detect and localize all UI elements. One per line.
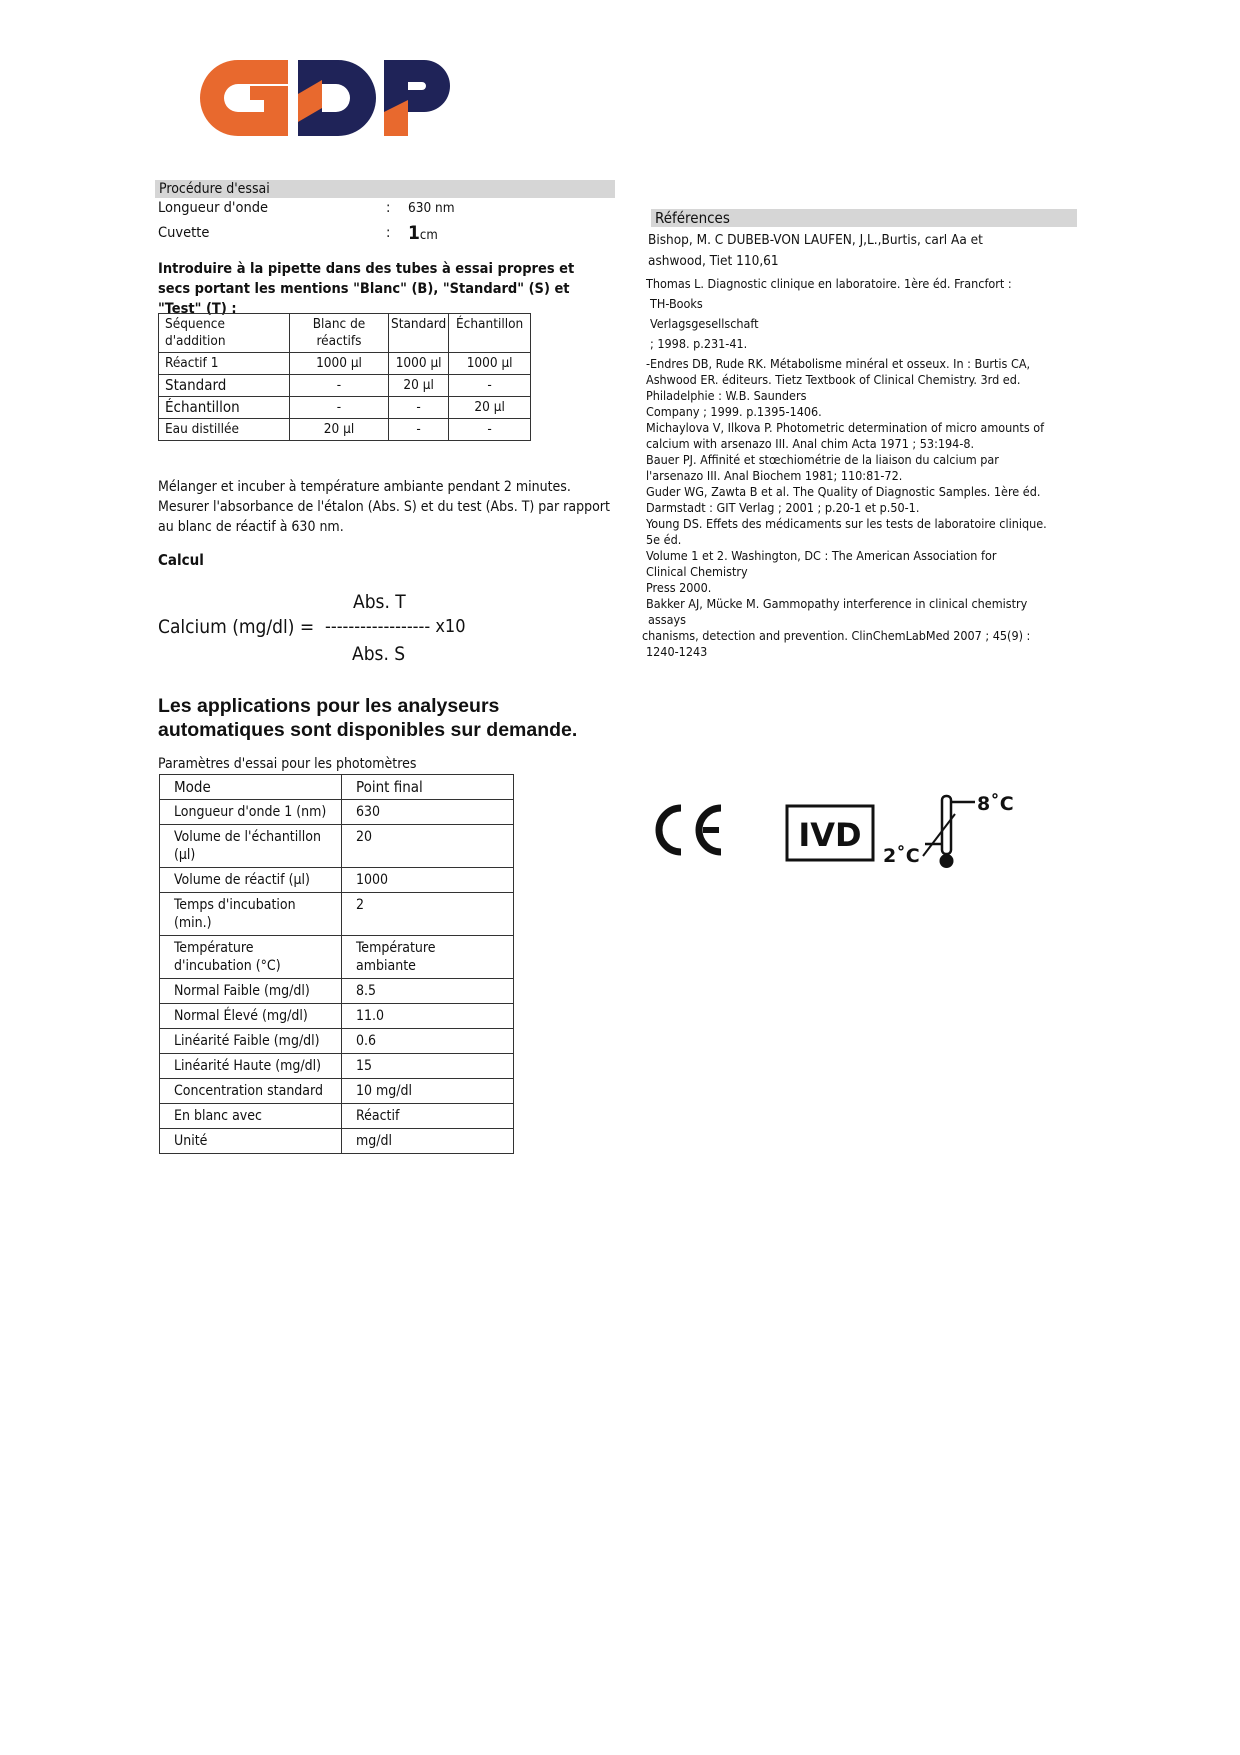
table-cell: 20 µl bbox=[389, 375, 449, 397]
table-row bbox=[160, 1054, 514, 1079]
ivd-label: IVD bbox=[798, 816, 862, 854]
table-row bbox=[160, 893, 514, 936]
table-header-cell: Blanc de réactifs bbox=[290, 314, 389, 353]
table-cell: 20 µl bbox=[449, 397, 531, 419]
cuvette-row bbox=[158, 224, 598, 246]
formula-fraction-bar: ------------------ x10 bbox=[325, 616, 466, 637]
regulatory-symbols bbox=[655, 792, 1065, 902]
table-row bbox=[160, 1079, 514, 1104]
reference-line: assays bbox=[648, 612, 687, 627]
temp-low-label: 2˚C bbox=[883, 845, 920, 867]
reference-line: Bauer PJ. Affinité et stœchiométrie de la liaison du calcium par bbox=[646, 452, 999, 467]
param-value-cell: 1000 bbox=[342, 868, 514, 893]
reference-line: Verlagsgesellschaft bbox=[650, 316, 759, 331]
reference-line: calcium with arsenazo III. Anal chim Acta 1971 ; 53:194-8. bbox=[646, 436, 975, 451]
table-cell: - bbox=[290, 375, 389, 397]
formula-numerator: Abs. T bbox=[353, 591, 406, 613]
param-name-cell: Normal Faible (mg/dl) bbox=[160, 979, 342, 1004]
addition-sequence-table bbox=[158, 313, 531, 441]
formula-denominator: Abs. S bbox=[352, 643, 406, 665]
formula-lhs: Calcium (mg/dl) = bbox=[158, 616, 315, 638]
params-title: Paramètres d'essai pour les photomètres bbox=[158, 756, 417, 772]
table-row bbox=[159, 419, 531, 441]
param-name-cell: Température d'incubation (°C) bbox=[160, 936, 342, 979]
cuvette-number: 1 bbox=[408, 222, 420, 244]
cuvette-unit: cm bbox=[419, 228, 438, 243]
param-name-cell: Temps d'incubation (min.) bbox=[160, 893, 342, 936]
wavelength-value: 630 nm bbox=[408, 200, 455, 216]
references-header: Références bbox=[651, 209, 1077, 227]
param-value-cell: Réactif bbox=[342, 1104, 514, 1129]
table-cell: - bbox=[449, 419, 531, 441]
param-name-cell: Linéarité Haute (mg/dl) bbox=[160, 1054, 342, 1079]
table-row bbox=[160, 868, 514, 893]
table-row bbox=[160, 800, 514, 825]
table-row bbox=[160, 825, 514, 868]
param-value-cell: Température ambiante bbox=[342, 936, 514, 979]
reference-line: TH-Books bbox=[650, 296, 703, 311]
reference-line: Darmstadt : GIT Verlag ; 2001 ; p.20-1 et p.50-1. bbox=[646, 500, 920, 515]
table-cell: 1000 µl bbox=[290, 353, 389, 375]
table-cell: - bbox=[389, 397, 449, 419]
table-row bbox=[159, 353, 531, 375]
photometer-params-table bbox=[159, 774, 514, 1154]
procedure-header: Procédure d'essai bbox=[155, 180, 615, 198]
reference-line: l'arsenazo III. Anal Biochem 1981; 110:81-72. bbox=[646, 468, 903, 483]
reference-line: chanisms, detection and prevention. ClinChemLabMed 2007 ; 45(9) : bbox=[642, 628, 1031, 643]
param-value-cell: 0.6 bbox=[342, 1029, 514, 1054]
param-name-cell: Normal Élevé (mg/dl) bbox=[160, 1004, 342, 1029]
param-name-cell: En blanc avec bbox=[160, 1104, 342, 1129]
reference-line: Bishop, M. C DUBEB-VON LAUFEN, J,L.,Burtis, carl Aa et bbox=[648, 232, 983, 248]
table-row bbox=[160, 775, 514, 800]
table-row bbox=[160, 1029, 514, 1054]
table-cell: - bbox=[449, 375, 531, 397]
table-header-cell: Échantillon bbox=[449, 314, 531, 353]
table-cell: 1000 µl bbox=[449, 353, 531, 375]
temperature-limit-icon bbox=[883, 792, 1014, 868]
reference-line: ashwood, Tiet 110,61 bbox=[648, 253, 779, 269]
param-name-cell: Volume de réactif (µl) bbox=[160, 868, 342, 893]
param-name-cell: Longueur d'onde 1 (nm) bbox=[160, 800, 342, 825]
param-name-cell: Linéarité Faible (mg/dl) bbox=[160, 1029, 342, 1054]
table-row bbox=[159, 375, 531, 397]
reference-line: Bakker AJ, Mücke M. Gammopathy interference in clinical chemistry bbox=[646, 596, 1028, 611]
table-row bbox=[159, 397, 531, 419]
reference-line: Company ; 1999. p.1395-1406. bbox=[646, 404, 822, 419]
table-header-cell: Standard bbox=[389, 314, 449, 353]
param-value-cell: Point final bbox=[342, 775, 514, 800]
cuvette-value bbox=[408, 224, 438, 245]
param-name-cell: Unité bbox=[160, 1129, 342, 1154]
table-cell: Échantillon bbox=[159, 397, 290, 419]
table-cell: - bbox=[290, 397, 389, 419]
reference-line: Young DS. Effets des médicaments sur les tests de laboratoire clinique. bbox=[646, 516, 1047, 531]
table-row bbox=[160, 936, 514, 979]
pipette-instructions: Introduire à la pipette dans des tubes à essai propres et secs portant les mentions "Blanc" (B), "Standard" (S) et "Test" (T) : bbox=[158, 261, 575, 317]
table-cell: 1000 µl bbox=[389, 353, 449, 375]
table-cell: Réactif 1 bbox=[159, 353, 290, 375]
mix-incubate-text: Mélanger et incuber à température ambiante pendant 2 minutes. Mesurer l'absorbance de l'étalon (Abs. S) et du test (Abs. T) par rapport au blanc de réactif à 630 nm. bbox=[158, 479, 610, 535]
temp-high-label: 8˚C bbox=[977, 793, 1014, 815]
param-value-cell: 20 bbox=[342, 825, 514, 868]
table-row bbox=[160, 979, 514, 1004]
table-row bbox=[160, 1104, 514, 1129]
table-cell: - bbox=[389, 419, 449, 441]
param-value-cell: 10 mg/dl bbox=[342, 1079, 514, 1104]
reference-line: ; 1998. p.231-41. bbox=[650, 336, 748, 351]
reference-line: Thomas L. Diagnostic clinique en laboratoire. 1ère éd. Francfort : bbox=[646, 276, 1012, 291]
reference-line: Clinical Chemistry bbox=[646, 564, 748, 579]
param-value-cell: mg/dl bbox=[342, 1129, 514, 1154]
table-header-cell: Séquence d'addition bbox=[159, 314, 290, 353]
cuvette-label: Cuvette bbox=[158, 225, 210, 241]
reference-line: Ashwood ER. éditeurs. Tietz Textbook of Clinical Chemistry. 3rd ed. bbox=[646, 372, 1021, 387]
reference-line: 1240-1243 bbox=[646, 644, 708, 659]
ivd-icon bbox=[787, 806, 873, 860]
table-cell: Eau distillée bbox=[159, 419, 290, 441]
param-value-cell: 8.5 bbox=[342, 979, 514, 1004]
param-name-cell: Concentration standard bbox=[160, 1079, 342, 1104]
colon: : bbox=[386, 225, 391, 241]
reference-line: 5e éd. bbox=[646, 532, 682, 547]
param-value-cell: 2 bbox=[342, 893, 514, 936]
reference-line: Philadelphie : W.B. Saunders bbox=[646, 388, 807, 403]
table-row bbox=[160, 1129, 514, 1154]
references-list bbox=[642, 230, 1082, 660]
table-header-row bbox=[159, 314, 531, 353]
table-cell: Standard bbox=[159, 375, 290, 397]
reference-line: -Endres DB, Rude RK. Métabolisme minéral et osseux. In : Burtis CA, bbox=[646, 356, 1031, 371]
gdp-logo bbox=[188, 50, 460, 146]
wavelength-row bbox=[158, 199, 598, 219]
param-name-cell: Volume de l'échantillon (µl) bbox=[160, 825, 342, 868]
ce-mark-icon bbox=[659, 808, 721, 852]
param-value-cell: 11.0 bbox=[342, 1004, 514, 1029]
calcul-title: Calcul bbox=[158, 551, 204, 569]
reference-line: Volume 1 et 2. Washington, DC : The American Association for bbox=[646, 548, 997, 563]
reference-line: Guder WG, Zawta B et al. The Quality of Diagnostic Samples. 1ère éd. bbox=[646, 484, 1041, 499]
param-name-cell: Mode bbox=[160, 775, 342, 800]
wavelength-label: Longueur d'onde bbox=[158, 200, 269, 216]
param-value-cell: 630 bbox=[342, 800, 514, 825]
table-cell: 20 µl bbox=[290, 419, 389, 441]
table-row bbox=[160, 1004, 514, 1029]
reference-line: Press 2000. bbox=[646, 580, 712, 595]
param-value-cell: 15 bbox=[342, 1054, 514, 1079]
reference-line: Michaylova V, Ilkova P. Photometric determination of micro amounts of bbox=[646, 420, 1045, 435]
applications-heading: Les applications pour les analyseurs automatiques sont disponibles sur demande. bbox=[158, 695, 578, 741]
colon: : bbox=[386, 200, 391, 216]
